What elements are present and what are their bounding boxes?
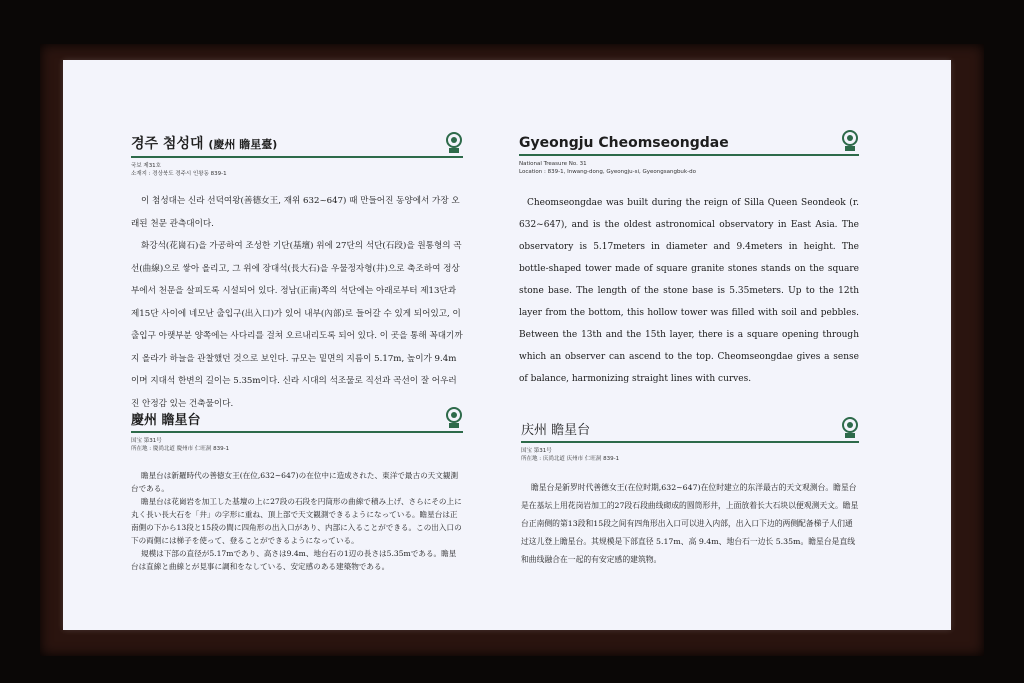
japanese-paragraph: 規模は下部の直径が5.17mであり、高さは9.4m、地台石の1辺の長さは5.35mである。瞻星台は直線と曲線とが見事に調和をなしている、安定感のある建築物である。	[131, 549, 457, 571]
korean-section	[131, 130, 463, 415]
japanese-body	[131, 469, 463, 573]
english-section	[519, 128, 859, 390]
chinese-paragraph: 瞻星台是新罗时代善德女王(在位时期,632~647)在位时建立的东洋最古的天文观测台。瞻星台是在基坛上用花岗岩加工的27段石段曲线砌成的圆筒形井，上面放着长大石块以便观测天文。瞻星台正南侧的第13段和15段之间有四角形出入口可以进入内部，出入口下边的两侧配备梯子人们通过这儿登上瞻星台。其规模是下部直径 5.17m、高 9.4m、地台石一边长 5.35m。瞻星台是直线和曲线融合在一起的有安定感的建筑物。	[521, 483, 859, 564]
chinese-meta: 国宝 第31号 所在地 : 庆尚北道 庆州市 仁旺洞 839-1	[521, 448, 620, 462]
korean-paragraph: 이 첨성대는 신라 선덕여왕(善德女王, 재위 632~647) 때 만들어진 동양에서 가장 오래된 천문 관측대이다.	[131, 196, 460, 229]
sign-panel	[63, 60, 951, 630]
japanese-meta: 国宝 第31号 所在地 : 慶尚北道 慶州市 仁旺洞 839-1	[131, 438, 230, 452]
korean-body	[131, 190, 463, 415]
emblem-icon	[841, 415, 859, 439]
english-title: Gyeongju Cheomseongdae	[519, 135, 729, 151]
english-body	[519, 192, 859, 390]
english-meta: National Treasure No. 31 Location : 839-1, Inwang-dong, Gyeongju-si, Gyeongsangbuk-do	[519, 161, 696, 175]
english-paragraph: Cheomseongdae was built during the reign of Silla Queen Seondeok (r. 632~647), and is the oldest astronomical observatory in East Asia. The observatory is 5.17meters in diameter and 9.4meters in height. The bottle-shaped tower made of square granite stones stands on the square stone base. The length of the stone base is 5.35meters. Up to the 12th layer from the bottom, this hollow tower was filled with soil and pebbles. Between the 13th and the 15th layer, there is a square opening through which an observer can ascend to the top. Cheomseongdae gives a sense of balance, harmonizing straight lines with curves.	[519, 198, 859, 384]
emblem-icon	[841, 128, 859, 152]
japanese-section	[131, 405, 463, 573]
emblem-icon	[445, 130, 463, 154]
chinese-section	[521, 415, 859, 569]
english-header	[519, 128, 859, 156]
japanese-paragraph: 瞻星台は花崗岩を加工した基壇の上に27段の石段を円筒形の曲線で積み上げ、さらにその上に丸く長い長大石を「井」の字形に重ね、頂上部で天文観測できるようになっている。瞻星台は正南側の下から13段と15段の間に四角形の出入口があり、内部に入ることができる。この出入口の下の両側には梯子を使って、登ることができるようになっている。	[131, 497, 462, 545]
chinese-title: 庆州 瞻星台	[521, 423, 591, 438]
japanese-paragraph: 瞻星台は新羅時代の善徳女王(在位,632~647)の在位中に造成された、東洋で最古の天文観測台である。	[131, 471, 459, 493]
korean-title: 경주 첨성대	[131, 136, 204, 152]
chinese-header	[521, 415, 859, 443]
korean-title-hanja: (慶州 瞻星臺)	[208, 138, 278, 151]
chinese-body	[521, 479, 859, 569]
korean-meta: 국보 제31호 소재지 : 경상북도 경주시 인왕동 839-1	[131, 163, 227, 177]
japanese-header	[131, 405, 463, 433]
korean-paragraph: 화강석(花崗石)을 가공하여 조성한 기단(基壇) 위에 27단의 석단(石段)을 원통형의 곡선(曲線)으로 쌓아 올리고, 그 위에 장대석(長大石)을 우물정자형(井)으로 축조하여 정상부에서 천문을 살피도록 시설되어 있다. 정남(正南)쪽의 석단에는 아래로부터 제13단과 제15단 사이에 네모난 출입구(出入口)가 있어 내부(內部)로 들어갈 수 있게 되어있고, 이 출입구 아랫부분 양쪽에는 사다리를 걸쳐 오르내리도록 되어 있다. 이 곳을 통해 꼭대기까지 올라가 하늘을 관찰했던 것으로 보인다. 규모는 밑면의 지름이 5.17m, 높이가 9.4m이며 지대석 한변의 길이는 5.35m이다. 신라 시대의 석조물로 직선과 곡선이 잘 어우러진 안정감 있는 건축물이다.	[131, 241, 463, 409]
korean-header	[131, 130, 463, 158]
japanese-title: 慶州 瞻星台	[131, 413, 201, 428]
emblem-icon	[445, 405, 463, 429]
